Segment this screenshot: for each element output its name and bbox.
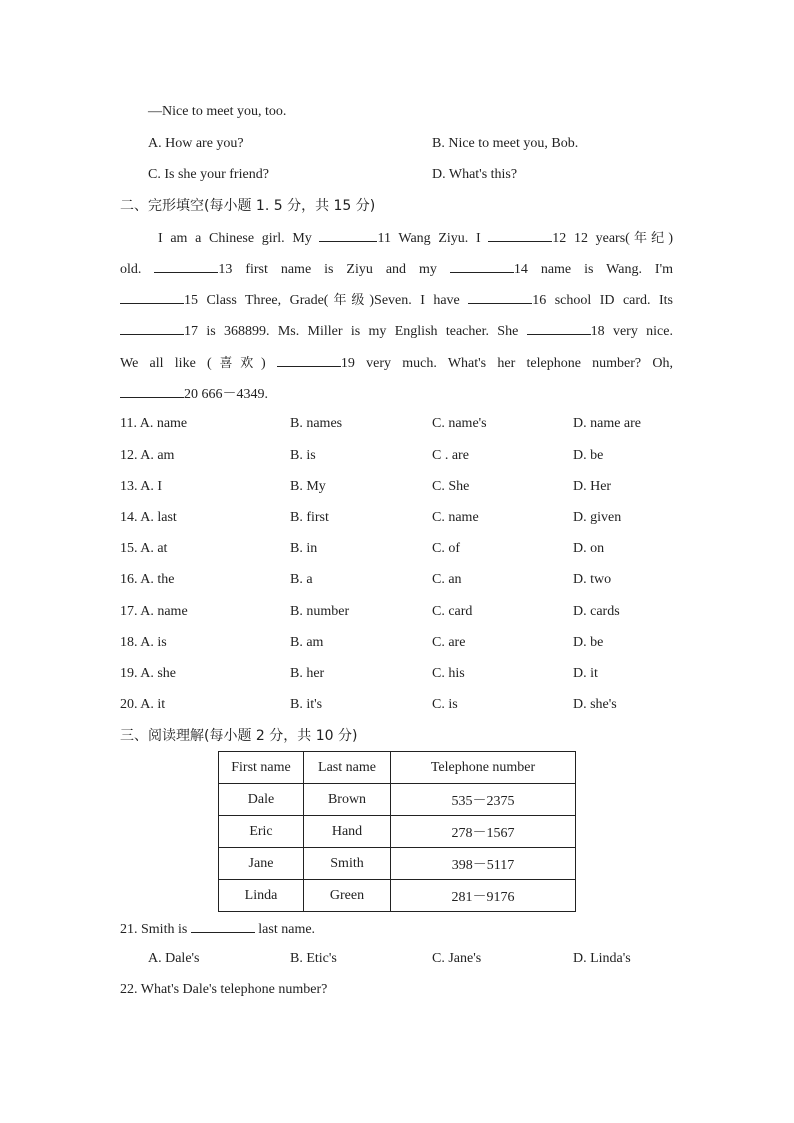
q10-option-a: A. How are you?: [148, 136, 244, 151]
q21-stem-text: last name.: [254, 922, 316, 937]
blank-20: [120, 383, 184, 398]
q19-option-d: D. it: [573, 666, 598, 681]
q20-option-d: D. she's: [573, 697, 617, 712]
cloze-line-4: [120, 320, 673, 340]
cloze-line-6: [120, 383, 673, 403]
passage-cjk: 喜欢: [211, 356, 261, 371]
table-header-row: [219, 752, 576, 784]
cell-last-name: Brown: [304, 784, 391, 816]
q13-option-b: B. My: [290, 479, 326, 494]
q16-option-c: C. an: [432, 572, 462, 587]
q21-option-b: B. Etic's: [290, 951, 337, 966]
passage-text: 20 666: [184, 387, 223, 402]
blank-12: [488, 227, 552, 242]
passage-text: 19 very much. What's her telephone number? Oh,: [340, 356, 673, 371]
q18-option-b: B. am: [290, 635, 324, 650]
passage-cjk: 年级: [328, 293, 370, 308]
q17-option-a: 17. A. name: [120, 604, 188, 619]
reading-heading: 三、阅读理解(每小题 2 分，共 10 分): [120, 728, 358, 744]
q10-option-b: B. Nice to meet you, Bob.: [432, 136, 579, 151]
passage-text: 12 12 years(: [552, 231, 630, 246]
q21-stem: [120, 918, 673, 938]
cell-last-name: Hand: [304, 816, 391, 848]
cloze-line-2: [120, 258, 673, 278]
passage-cjk: 年纪: [629, 231, 669, 246]
q16-option-a: 16. A. the: [120, 572, 175, 587]
cell-first-name: Linda: [219, 880, 304, 912]
q11-option-c: C. name's: [432, 416, 487, 431]
q16-option-b: B. a: [290, 572, 313, 587]
q20-option-c: C. is: [432, 697, 458, 712]
passage-text: I am a Chinese girl. My: [158, 231, 320, 246]
table-row: [219, 880, 576, 912]
passage-text: 4349.: [236, 387, 268, 402]
passage-text: 16 school ID card. Its: [532, 293, 673, 308]
q21-option-d: D. Linda's: [573, 951, 631, 966]
q15-option-c: C. of: [432, 541, 460, 556]
q15-option-a: 15. A. at: [120, 541, 168, 556]
q19-option-b: B. her: [290, 666, 325, 681]
blank-18: [527, 320, 591, 335]
blank-17: [120, 320, 184, 335]
cell-telephone: 535－2375: [391, 784, 576, 816]
cloze-line-5: [120, 352, 673, 372]
passage-text: We all like (: [120, 356, 212, 371]
passage-text: 11 Wang Ziyu. I: [377, 231, 489, 246]
blank-21: [191, 918, 255, 933]
q17-option-b: B. number: [290, 604, 350, 619]
passage-text: 15 Class Three, Grade(: [184, 293, 329, 308]
q20-option-b: B. it's: [290, 697, 323, 712]
q12-option-b: B. is: [290, 448, 316, 463]
table-row: [219, 848, 576, 880]
q18-option-c: C. are: [432, 635, 466, 650]
blank-14: [450, 258, 514, 273]
q14-option-b: B. first: [290, 510, 329, 525]
q14-option-c: C. name: [432, 510, 479, 525]
table-row: [219, 816, 576, 848]
cell-telephone: 278－1567: [391, 816, 576, 848]
header-last-name: Last name: [304, 752, 391, 784]
q17-option-d: D. cards: [573, 604, 620, 619]
q13-option-c: C. She: [432, 479, 470, 494]
q10-response: —Nice to meet you, too.: [148, 104, 287, 119]
blank-11: [319, 227, 377, 242]
cell-first-name: Dale: [219, 784, 304, 816]
q14-option-a: 14. A. last: [120, 510, 177, 525]
q10-option-c: C. Is she your friend?: [148, 167, 269, 182]
cell-telephone: 398－5117: [391, 848, 576, 880]
q13-option-a: 13. A. I: [120, 479, 162, 494]
passage-text: 18 very nice.: [590, 324, 673, 339]
table-row: [219, 784, 576, 816]
cell-first-name: Eric: [219, 816, 304, 848]
q18-option-a: 18. A. is: [120, 635, 167, 650]
cloze-heading: 二、完形填空(每小题 1. 5 分，共 15 分): [120, 198, 376, 214]
blank-13: [154, 258, 218, 273]
q16-option-d: D. two: [573, 572, 612, 587]
q19-option-a: 19. A. she: [120, 666, 176, 681]
q21-option-c: C. Jane's: [432, 951, 482, 966]
q11-option-b: B. names: [290, 416, 343, 431]
passage-text: old.: [120, 262, 155, 277]
blank-16: [468, 289, 532, 304]
q12-option-d: D. be: [573, 448, 604, 463]
cloze-line-3: [120, 289, 673, 309]
cell-telephone: 281－9176: [391, 880, 576, 912]
passage-text: 14 name is Wang. I'm: [513, 262, 673, 277]
q14-option-d: D. given: [573, 510, 622, 525]
q15-option-d: D. on: [573, 541, 605, 556]
q20-option-a: 20. A. it: [120, 697, 166, 712]
q10-option-d: D. What's this?: [432, 167, 518, 182]
telephone-table: [218, 751, 576, 912]
header-telephone-number: Telephone number: [391, 752, 576, 784]
q13-option-d: D. Her: [573, 479, 612, 494]
q19-option-c: C. his: [432, 666, 465, 681]
passage-text: )Seven. I have: [369, 293, 469, 308]
q12-option-a: 12. A. am: [120, 448, 175, 463]
q17-option-c: C. card: [432, 604, 473, 619]
cell-first-name: Jane: [219, 848, 304, 880]
passage-text: ): [668, 231, 673, 246]
q15-option-b: B. in: [290, 541, 318, 556]
q11-option-a: 11. A. name: [120, 416, 188, 431]
cell-last-name: Smith: [304, 848, 391, 880]
q18-option-d: D. be: [573, 635, 604, 650]
cell-last-name: Green: [304, 880, 391, 912]
q11-option-d: D. name are: [573, 416, 642, 431]
passage-dash: －: [222, 387, 237, 402]
passage-text: 17 is 368899. Ms. Miller is my English teacher. She: [184, 324, 527, 339]
q12-option-c: C . are: [432, 448, 469, 463]
q21-stem-text: 21. Smith is: [120, 922, 191, 937]
passage-text: ): [260, 356, 277, 371]
header-first-name: First name: [219, 752, 304, 784]
blank-15: [120, 289, 184, 304]
q21-option-a: A. Dale's: [148, 951, 200, 966]
blank-19: [277, 352, 341, 367]
passage-text: 13 first name is Ziyu and my: [218, 262, 450, 277]
cloze-line-1: [158, 227, 673, 247]
q22-stem: 22. What's Dale's telephone number?: [120, 982, 328, 997]
